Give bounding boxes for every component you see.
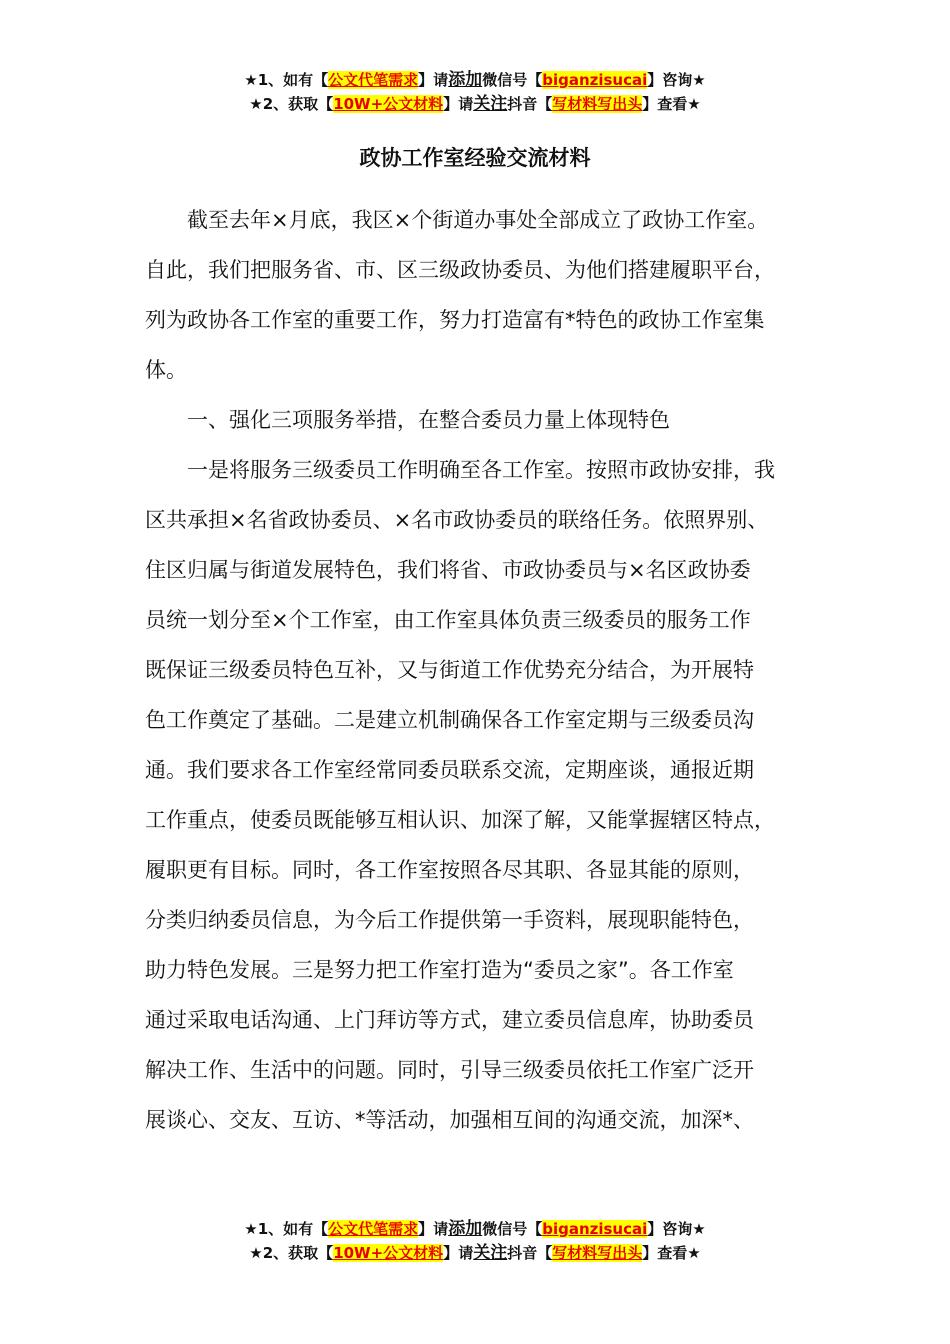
emphasis: 关注 — [473, 1243, 508, 1263]
document-title: 政协工作室经验交流材料 — [359, 146, 591, 170]
highlight: 公文代笔需求 — [328, 1220, 419, 1238]
text: ★2、获取【 — [249, 95, 334, 113]
emphasis: 添加 — [448, 70, 483, 90]
text-line: 体。 — [145, 358, 187, 382]
highlight: 10W+公文材料 — [333, 95, 444, 113]
text-line: 解决工作、生活中的问题。同时，引导三级委员依托工作室广泛开 — [145, 1058, 754, 1082]
banner-line-2 — [0, 92, 950, 116]
text: 】查看★ — [642, 95, 701, 113]
text-line: 分类归纳委员信息，为今后工作提供第一手资料，展现职能特色， — [145, 908, 754, 932]
text-line: 通。我们要求各工作室经常同委员联系交流，定期座谈，通报近期 — [145, 758, 754, 782]
text: 】咨询★ — [647, 1220, 706, 1238]
text-line: 色工作奠定了基础。二是建立机制确保各工作室定期与三级委员沟 — [145, 708, 754, 732]
text-line: 截至去年×月底，我区×个街道办事处全部成立了政协工作室。 — [145, 208, 769, 232]
text: ★1、如有【 — [244, 71, 329, 89]
banner-line-1 — [0, 1217, 950, 1241]
text: 】请 — [443, 1244, 474, 1262]
header-banner — [0, 68, 950, 116]
emphasis: 添加 — [448, 1219, 483, 1239]
text: 微信号【 — [482, 71, 543, 89]
document-body — [145, 200, 845, 1150]
text: 】咨询★ — [647, 71, 706, 89]
text-line: 自此，我们把服务省、市、区三级政协委员、为他们搭建履职平台， — [145, 258, 775, 282]
text: 】查看★ — [642, 1244, 701, 1262]
text: 微信号【 — [482, 1220, 543, 1238]
highlight: 写材料写出头 — [552, 95, 643, 113]
text: 抖音【 — [507, 95, 553, 113]
text: 抖音【 — [507, 1244, 553, 1262]
text: 】请 — [443, 95, 474, 113]
emphasis: 关注 — [473, 94, 508, 114]
text: 】请 — [418, 71, 449, 89]
highlight: 写材料写出头 — [552, 1244, 643, 1262]
text-line: 区共承担×名省政协委员、×名市政协委员的联络任务。依照界别、 — [145, 508, 769, 532]
text: ★1、如有【 — [244, 1220, 329, 1238]
text-line: 列为政协各工作室的重要工作，努力打造富有*特色的政协工作室集 — [145, 308, 765, 332]
text-line: 助力特色发展。三是努力把工作室打造为“委员之家”。各工作室 — [145, 958, 734, 982]
text-line: 展谈心、交友、互访、*等活动，加强相互间的沟通交流，加深*、 — [145, 1108, 754, 1132]
highlight: 公文代笔需求 — [328, 71, 419, 89]
text-line: 既保证三级委员特色互补，又与街道工作优势充分结合，为开展特 — [145, 658, 754, 682]
text-line: 员统一划分至×个工作室，由工作室具体负责三级委员的服务工作 — [145, 608, 751, 632]
text-line: 一是将服务三级委员工作明确至各工作室。按照市政协安排，我 — [145, 458, 775, 482]
banner-line-2 — [0, 1241, 950, 1265]
text-line: 一、强化三项服务举措，在整合委员力量上体现特色 — [145, 408, 670, 432]
text: 】请 — [418, 1220, 449, 1238]
banner-line-1 — [0, 68, 950, 92]
text-line: 履职更有目标。同时，各工作室按照各尽其职、各显其能的原则， — [145, 858, 754, 882]
highlight: biganzisucai — [542, 1220, 648, 1238]
text-line: 住区归属与街道发展特色，我们将省、市政协委员与×名区政协委 — [145, 558, 751, 582]
text-line: 通过采取电话沟通、上门拜访等方式，建立委员信息库，协助委员 — [145, 1008, 754, 1032]
highlight: biganzisucai — [542, 71, 648, 89]
text: ★2、获取【 — [249, 1244, 334, 1262]
highlight: 10W+公文材料 — [333, 1244, 444, 1262]
text-line: 工作重点，使委员既能够互相认识、加深了解，又能掌握辖区特点， — [145, 808, 775, 832]
footer-banner — [0, 1217, 950, 1265]
